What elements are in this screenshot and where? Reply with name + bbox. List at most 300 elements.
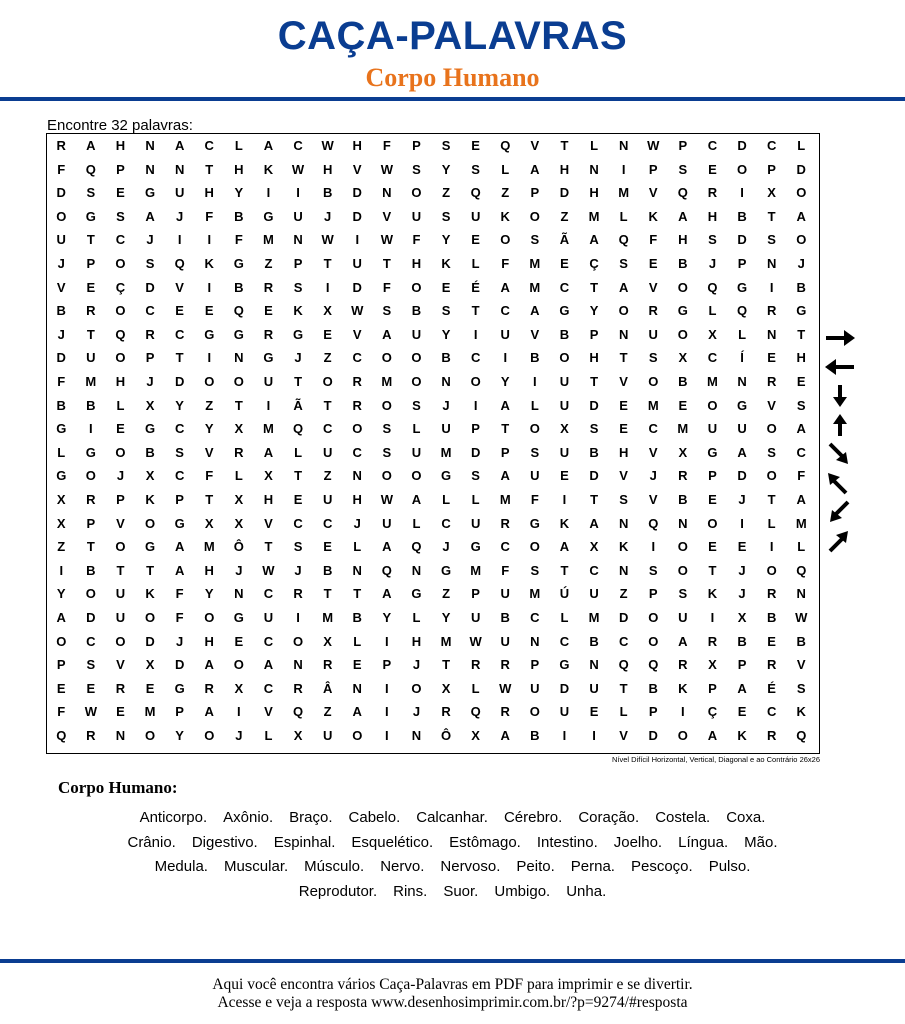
grid-letter[interactable]: D [352,185,362,201]
grid-letter[interactable]: B [145,444,155,460]
grid-letter[interactable]: E [560,468,569,484]
grid-letter[interactable]: I [385,704,389,720]
grid-letter[interactable]: Q [56,728,67,743]
grid-letter[interactable]: L [797,138,806,153]
grid-letter[interactable]: D [737,138,747,153]
grid-letter[interactable]: O [677,728,688,743]
grid-letter[interactable]: K [618,539,629,555]
grid-letter[interactable]: O [352,728,363,743]
grid-letter[interactable]: Z [323,704,332,720]
grid-letter[interactable]: T [382,256,391,271]
grid-letter[interactable]: M [263,421,274,437]
grid-letter[interactable]: I [207,350,212,366]
grid-letter[interactable]: M [322,610,334,625]
grid-letter[interactable]: G [529,515,540,531]
grid-letter[interactable]: X [323,303,332,319]
grid-letter[interactable]: O [529,208,540,224]
grid-letter[interactable]: T [234,397,243,413]
grid-letter[interactable]: Y [441,610,451,625]
grid-letter[interactable]: Z [442,586,451,602]
grid-letter[interactable]: I [296,610,300,625]
grid-letter[interactable]: V [648,444,658,460]
grid-letter[interactable]: A [737,680,747,696]
grid-letter[interactable]: Z [323,468,332,484]
grid-letter[interactable]: O [529,421,540,437]
grid-letter[interactable]: F [501,562,510,578]
grid-letter[interactable]: V [619,374,628,389]
grid-letter[interactable]: U [322,492,333,507]
grid-letter[interactable]: X [56,515,66,531]
grid-letter[interactable]: P [293,256,303,271]
grid-letter[interactable]: S [412,397,421,413]
grid-letter[interactable]: B [796,279,806,295]
grid-letter[interactable]: S [293,279,303,295]
grid-letter[interactable]: J [146,374,154,389]
grid-letter[interactable]: J [442,539,450,555]
grid-letter[interactable]: R [441,704,451,720]
grid-letter[interactable]: J [146,232,154,248]
grid-letter[interactable]: O [677,539,688,555]
grid-letter[interactable]: W [291,161,305,177]
grid-letter[interactable]: R [86,303,96,319]
grid-letter[interactable]: C [766,704,777,720]
grid-letter[interactable]: X [56,492,66,507]
grid-letter[interactable]: V [264,704,273,720]
grid-letter[interactable]: P [708,468,717,484]
grid-letter[interactable]: J [649,468,657,484]
grid-letter[interactable]: L [767,515,776,531]
grid-letter[interactable]: S [382,303,392,319]
grid-letter[interactable]: I [562,728,567,743]
grid-letter[interactable]: F [530,492,539,507]
grid-letter[interactable]: F [797,468,806,484]
grid-letter[interactable]: L [412,610,421,625]
grid-letter[interactable]: O [411,374,422,389]
grid-letter[interactable]: P [737,657,747,673]
grid-letter[interactable]: P [767,161,776,177]
grid-letter[interactable]: A [530,161,540,177]
grid-letter[interactable]: Q [736,303,748,319]
grid-letter[interactable]: R [766,657,777,673]
grid-letter[interactable]: B [737,208,747,224]
grid-letter[interactable]: J [294,350,302,366]
grid-letter[interactable]: P [86,256,96,271]
grid-letter[interactable]: B [530,728,540,743]
grid-letter[interactable]: N [234,350,244,366]
grid-letter[interactable]: T [767,492,776,507]
grid-letter[interactable]: E [737,539,747,555]
grid-letter[interactable]: O [144,515,156,531]
grid-letter[interactable]: Z [323,350,332,366]
grid-letter[interactable]: B [322,185,333,201]
grid-letter[interactable]: L [471,492,480,507]
grid-letter[interactable]: J [738,492,746,507]
grid-letter[interactable]: I [562,492,567,507]
grid-letter[interactable]: T [175,350,184,366]
grid-letter[interactable]: S [441,138,451,153]
grid-letter[interactable]: O [115,633,126,649]
grid-letter[interactable]: C [500,539,510,555]
grid-letter[interactable]: Y [500,374,510,389]
grid-letter[interactable]: I [385,728,389,743]
grid-letter[interactable]: M [203,539,215,555]
grid-letter[interactable]: F [175,610,184,625]
grid-letter[interactable]: O [322,374,333,389]
grid-letter[interactable]: Z [264,256,273,271]
grid-letter[interactable]: S [86,657,96,673]
grid-letter[interactable]: B [234,208,244,224]
grid-letter[interactable]: T [353,586,362,602]
grid-letter[interactable]: Z [205,397,214,413]
grid-letter[interactable]: O [381,397,392,413]
grid-letter[interactable]: R [145,326,155,342]
grid-letter[interactable]: L [234,468,243,484]
grid-letter[interactable]: T [264,539,273,555]
grid-letter[interactable]: F [175,586,184,602]
grid-letter[interactable]: X [145,657,155,673]
grid-letter[interactable]: S [441,303,451,319]
grid-letter[interactable]: G [559,657,570,673]
grid-letter[interactable]: O [85,468,96,484]
grid-letter[interactable]: W [321,232,334,248]
grid-letter[interactable]: N [766,256,777,271]
grid-letter[interactable]: M [529,279,541,295]
grid-letter[interactable]: M [470,562,482,578]
grid-letter[interactable]: J [412,657,421,673]
grid-letter[interactable]: H [411,256,422,271]
grid-letter[interactable]: S [619,256,628,271]
grid-letter[interactable]: A [589,232,599,248]
grid-letter[interactable]: E [619,397,628,413]
grid-letter[interactable]: O [411,680,422,696]
grid-letter[interactable]: U [737,421,747,437]
grid-letter[interactable]: C [500,303,510,319]
grid-letter[interactable]: L [57,444,66,460]
grid-letter[interactable]: H [796,350,806,366]
grid-letter[interactable]: E [678,397,688,413]
grid-letter[interactable]: L [619,704,628,720]
grid-letter[interactable]: U [263,610,274,625]
grid-letter[interactable]: H [352,492,362,507]
grid-letter[interactable]: E [767,350,776,366]
grid-letter[interactable]: K [145,586,155,602]
grid-letter[interactable]: U [707,421,718,437]
grid-letter[interactable]: L [471,256,480,271]
grid-letter[interactable]: H [115,374,126,389]
grid-letter[interactable]: V [619,728,628,743]
grid-letter[interactable]: O [470,374,481,389]
grid-letter[interactable]: R [648,303,658,319]
grid-letter[interactable]: O [559,350,570,366]
grid-letter[interactable]: C [530,610,540,625]
grid-letter[interactable]: E [145,680,155,696]
grid-letter[interactable]: D [648,728,658,743]
grid-letter[interactable]: N [589,161,599,177]
grid-letter[interactable]: T [619,680,628,696]
grid-letter[interactable]: E [323,326,332,342]
grid-letter[interactable]: E [116,704,125,720]
grid-letter[interactable]: G [411,586,422,602]
grid-letter[interactable]: M [499,492,511,507]
grid-letter[interactable]: C [559,279,570,295]
grid-letter[interactable]: X [767,185,776,201]
grid-letter[interactable]: N [352,468,362,484]
grid-letter[interactable]: U [352,256,362,271]
grid-letter[interactable]: N [293,232,303,248]
grid-letter[interactable]: C [352,444,362,460]
grid-letter[interactable]: O [352,421,363,437]
grid-letter[interactable]: Q [707,279,718,295]
grid-letter[interactable]: A [500,468,510,484]
grid-letter[interactable]: U [470,610,481,625]
grid-letter[interactable]: R [263,326,274,342]
grid-letter[interactable]: R [678,657,688,673]
grid-letter[interactable]: T [146,562,155,578]
grid-letter[interactable]: I [769,279,774,295]
grid-letter[interactable]: V [648,279,658,295]
grid-letter[interactable]: O [381,468,392,484]
grid-letter[interactable]: U [174,185,185,201]
grid-letter[interactable]: K [559,515,570,531]
grid-letter[interactable]: B [441,350,451,366]
grid-letter[interactable]: M [529,586,541,602]
grid-letter[interactable]: B [648,680,658,696]
grid-letter[interactable]: V [116,515,125,531]
grid-letter[interactable]: Q [174,256,185,271]
grid-letter[interactable]: O [796,185,807,201]
grid-letter[interactable]: A [678,633,688,649]
grid-letter[interactable]: C [559,633,570,649]
grid-letter[interactable]: S [382,444,392,460]
grid-letter[interactable]: O [204,610,215,625]
grid-letter[interactable]: U [648,326,658,342]
grid-letter[interactable]: Â [322,680,333,696]
grid-letter[interactable]: D [470,444,481,460]
grid-letter[interactable]: D [796,161,806,177]
grid-letter[interactable]: G [292,326,304,342]
grid-letter[interactable]: W [380,492,393,507]
grid-letter[interactable]: G [233,256,244,271]
grid-letter[interactable]: X [589,539,599,555]
grid-letter[interactable]: K [796,704,806,720]
grid-letter[interactable]: N [618,326,629,342]
grid-letter[interactable]: A [263,444,274,460]
grid-letter[interactable]: O [381,350,392,366]
grid-letter[interactable]: H [678,232,688,248]
grid-letter[interactable]: M [381,374,393,389]
grid-letter[interactable]: G [85,444,96,460]
grid-letter[interactable]: R [707,633,718,649]
grid-letter[interactable]: Q [115,326,126,342]
grid-letter[interactable]: E [560,256,569,271]
grid-letter[interactable]: V [648,492,658,507]
grid-letter[interactable]: O [233,657,244,673]
grid-letter[interactable]: B [766,610,777,625]
grid-letter[interactable]: O [707,515,718,531]
grid-letter[interactable]: X [145,397,155,413]
grid-letter[interactable]: N [145,138,155,153]
grid-letter[interactable]: U [559,704,570,720]
grid-letter[interactable]: Q [411,539,422,555]
grid-letter[interactable]: S [589,421,599,437]
grid-letter[interactable]: H [263,492,274,507]
grid-letter[interactable]: S [648,350,658,366]
grid-letter[interactable]: G [144,185,156,201]
grid-letter[interactable]: N [382,185,392,201]
grid-letter[interactable]: O [707,397,718,413]
grid-letter[interactable]: C [174,468,185,484]
grid-letter[interactable]: V [175,279,184,295]
grid-letter[interactable]: Z [501,185,510,201]
grid-letter[interactable]: V [530,138,540,153]
grid-letter[interactable]: L [294,444,303,460]
grid-letter[interactable]: C [766,138,777,153]
grid-letter[interactable]: E [116,421,125,437]
grid-letter[interactable]: Z [57,539,66,555]
grid-letter[interactable]: M [144,704,156,720]
grid-letter[interactable]: Q [618,232,629,248]
grid-letter[interactable]: U [382,515,392,531]
grid-letter[interactable]: Ç [115,279,126,295]
grid-letter[interactable]: H [322,161,333,177]
grid-letter[interactable]: M [647,397,659,413]
grid-letter[interactable]: H [559,161,570,177]
grid-letter[interactable]: E [323,539,332,555]
grid-letter[interactable]: C [589,562,599,578]
grid-letter[interactable]: G [85,208,96,224]
grid-letter[interactable]: R [293,586,303,602]
grid-letter[interactable]: C [204,138,214,153]
grid-letter[interactable]: K [500,208,510,224]
grid-letter[interactable]: A [174,562,185,578]
grid-letter[interactable]: G [204,326,215,342]
grid-letter[interactable]: G [263,350,274,366]
grid-letter[interactable]: U [470,515,481,531]
grid-letter[interactable]: O [411,185,422,201]
grid-letter[interactable]: A [737,444,747,460]
grid-letter[interactable]: J [294,562,302,578]
grid-letter[interactable]: W [795,610,808,625]
grid-letter[interactable]: P [86,515,96,531]
grid-letter[interactable]: S [796,397,806,413]
grid-letter[interactable]: K [441,256,451,271]
grid-letter[interactable]: F [57,161,66,177]
grid-letter[interactable]: Q [648,657,659,673]
grid-letter[interactable]: T [323,256,332,271]
grid-letter[interactable]: B [234,279,244,295]
grid-letter[interactable]: T [560,562,569,578]
grid-letter[interactable]: X [737,610,747,625]
grid-letter[interactable]: V [264,515,273,531]
grid-letter[interactable]: X [560,421,569,437]
grid-letter[interactable]: J [176,208,184,224]
grid-letter[interactable]: U [411,326,422,342]
grid-letter[interactable]: I [237,704,241,720]
grid-letter[interactable]: T [619,350,628,366]
grid-letter[interactable]: L [560,610,569,625]
grid-letter[interactable]: D [618,610,629,625]
grid-letter[interactable]: A [500,728,510,743]
grid-letter[interactable]: O [56,633,67,649]
grid-letter[interactable]: A [56,610,66,625]
grid-letter[interactable]: H [204,633,214,649]
grid-letter[interactable]: K [263,161,274,177]
grid-letter[interactable]: O [115,256,126,271]
grid-letter[interactable]: X [234,421,244,437]
grid-letter[interactable]: J [116,468,125,484]
grid-letter[interactable]: O [766,468,777,484]
grid-letter[interactable]: B [56,397,66,413]
grid-letter[interactable]: O [648,610,659,625]
grid-letter[interactable]: I [710,610,715,625]
grid-letter[interactable]: B [530,350,540,366]
grid-letter[interactable]: T [294,468,303,484]
grid-letter[interactable]: A [263,657,274,673]
grid-letter[interactable]: V [352,326,362,342]
grid-letter[interactable]: T [560,138,569,153]
grid-letter[interactable]: N [737,374,747,389]
grid-letter[interactable]: E [56,680,66,696]
grid-letter[interactable]: I [207,279,212,295]
grid-letter[interactable]: O [796,232,807,248]
grid-letter[interactable]: T [86,539,95,555]
grid-letter[interactable]: A [204,657,214,673]
grid-letter[interactable]: U [411,444,422,460]
grid-letter[interactable]: G [677,303,688,319]
grid-letter[interactable]: R [322,657,333,673]
grid-letter[interactable]: Q [648,515,659,531]
grid-letter[interactable]: I [769,539,774,555]
grid-letter[interactable]: O [618,303,629,319]
grid-letter[interactable]: A [618,279,629,295]
grid-letter[interactable]: T [471,303,480,319]
grid-letter[interactable]: Ú [559,586,570,602]
grid-letter[interactable]: R [500,704,510,720]
grid-letter[interactable]: W [321,138,334,153]
grid-letter[interactable]: T [590,279,599,295]
grid-letter[interactable]: X [678,444,688,460]
grid-letter[interactable]: U [500,586,510,602]
grid-letter[interactable]: S [648,562,658,578]
grid-letter[interactable]: R [766,728,777,743]
grid-letter[interactable]: M [85,374,97,389]
grid-letter[interactable]: A [796,492,806,507]
grid-letter[interactable]: C [115,232,126,248]
grid-letter[interactable]: Z [560,208,569,224]
grid-letter[interactable]: Z [442,185,451,201]
grid-letter[interactable]: W [262,562,275,578]
grid-letter[interactable]: I [266,397,271,413]
grid-letter[interactable]: I [473,397,478,413]
grid-letter[interactable]: G [233,610,244,625]
grid-letter[interactable]: S [530,562,540,578]
grid-letter[interactable]: U [589,586,599,602]
grid-letter[interactable]: J [235,562,243,578]
grid-letter[interactable]: T [442,657,451,673]
grid-letter[interactable]: C [293,138,303,153]
grid-letter[interactable]: M [588,208,600,224]
grid-letter[interactable]: E [737,704,747,720]
grid-letter[interactable]: T [205,161,214,177]
grid-letter[interactable]: K [707,586,718,602]
grid-letter[interactable]: R [766,586,777,602]
grid-letter[interactable]: D [589,468,599,484]
grid-letter[interactable]: A [382,586,392,602]
grid-letter[interactable]: R [500,515,510,531]
grid-letter[interactable]: N [352,680,362,696]
grid-letter[interactable]: B [589,633,599,649]
grid-letter[interactable]: U [293,208,303,224]
